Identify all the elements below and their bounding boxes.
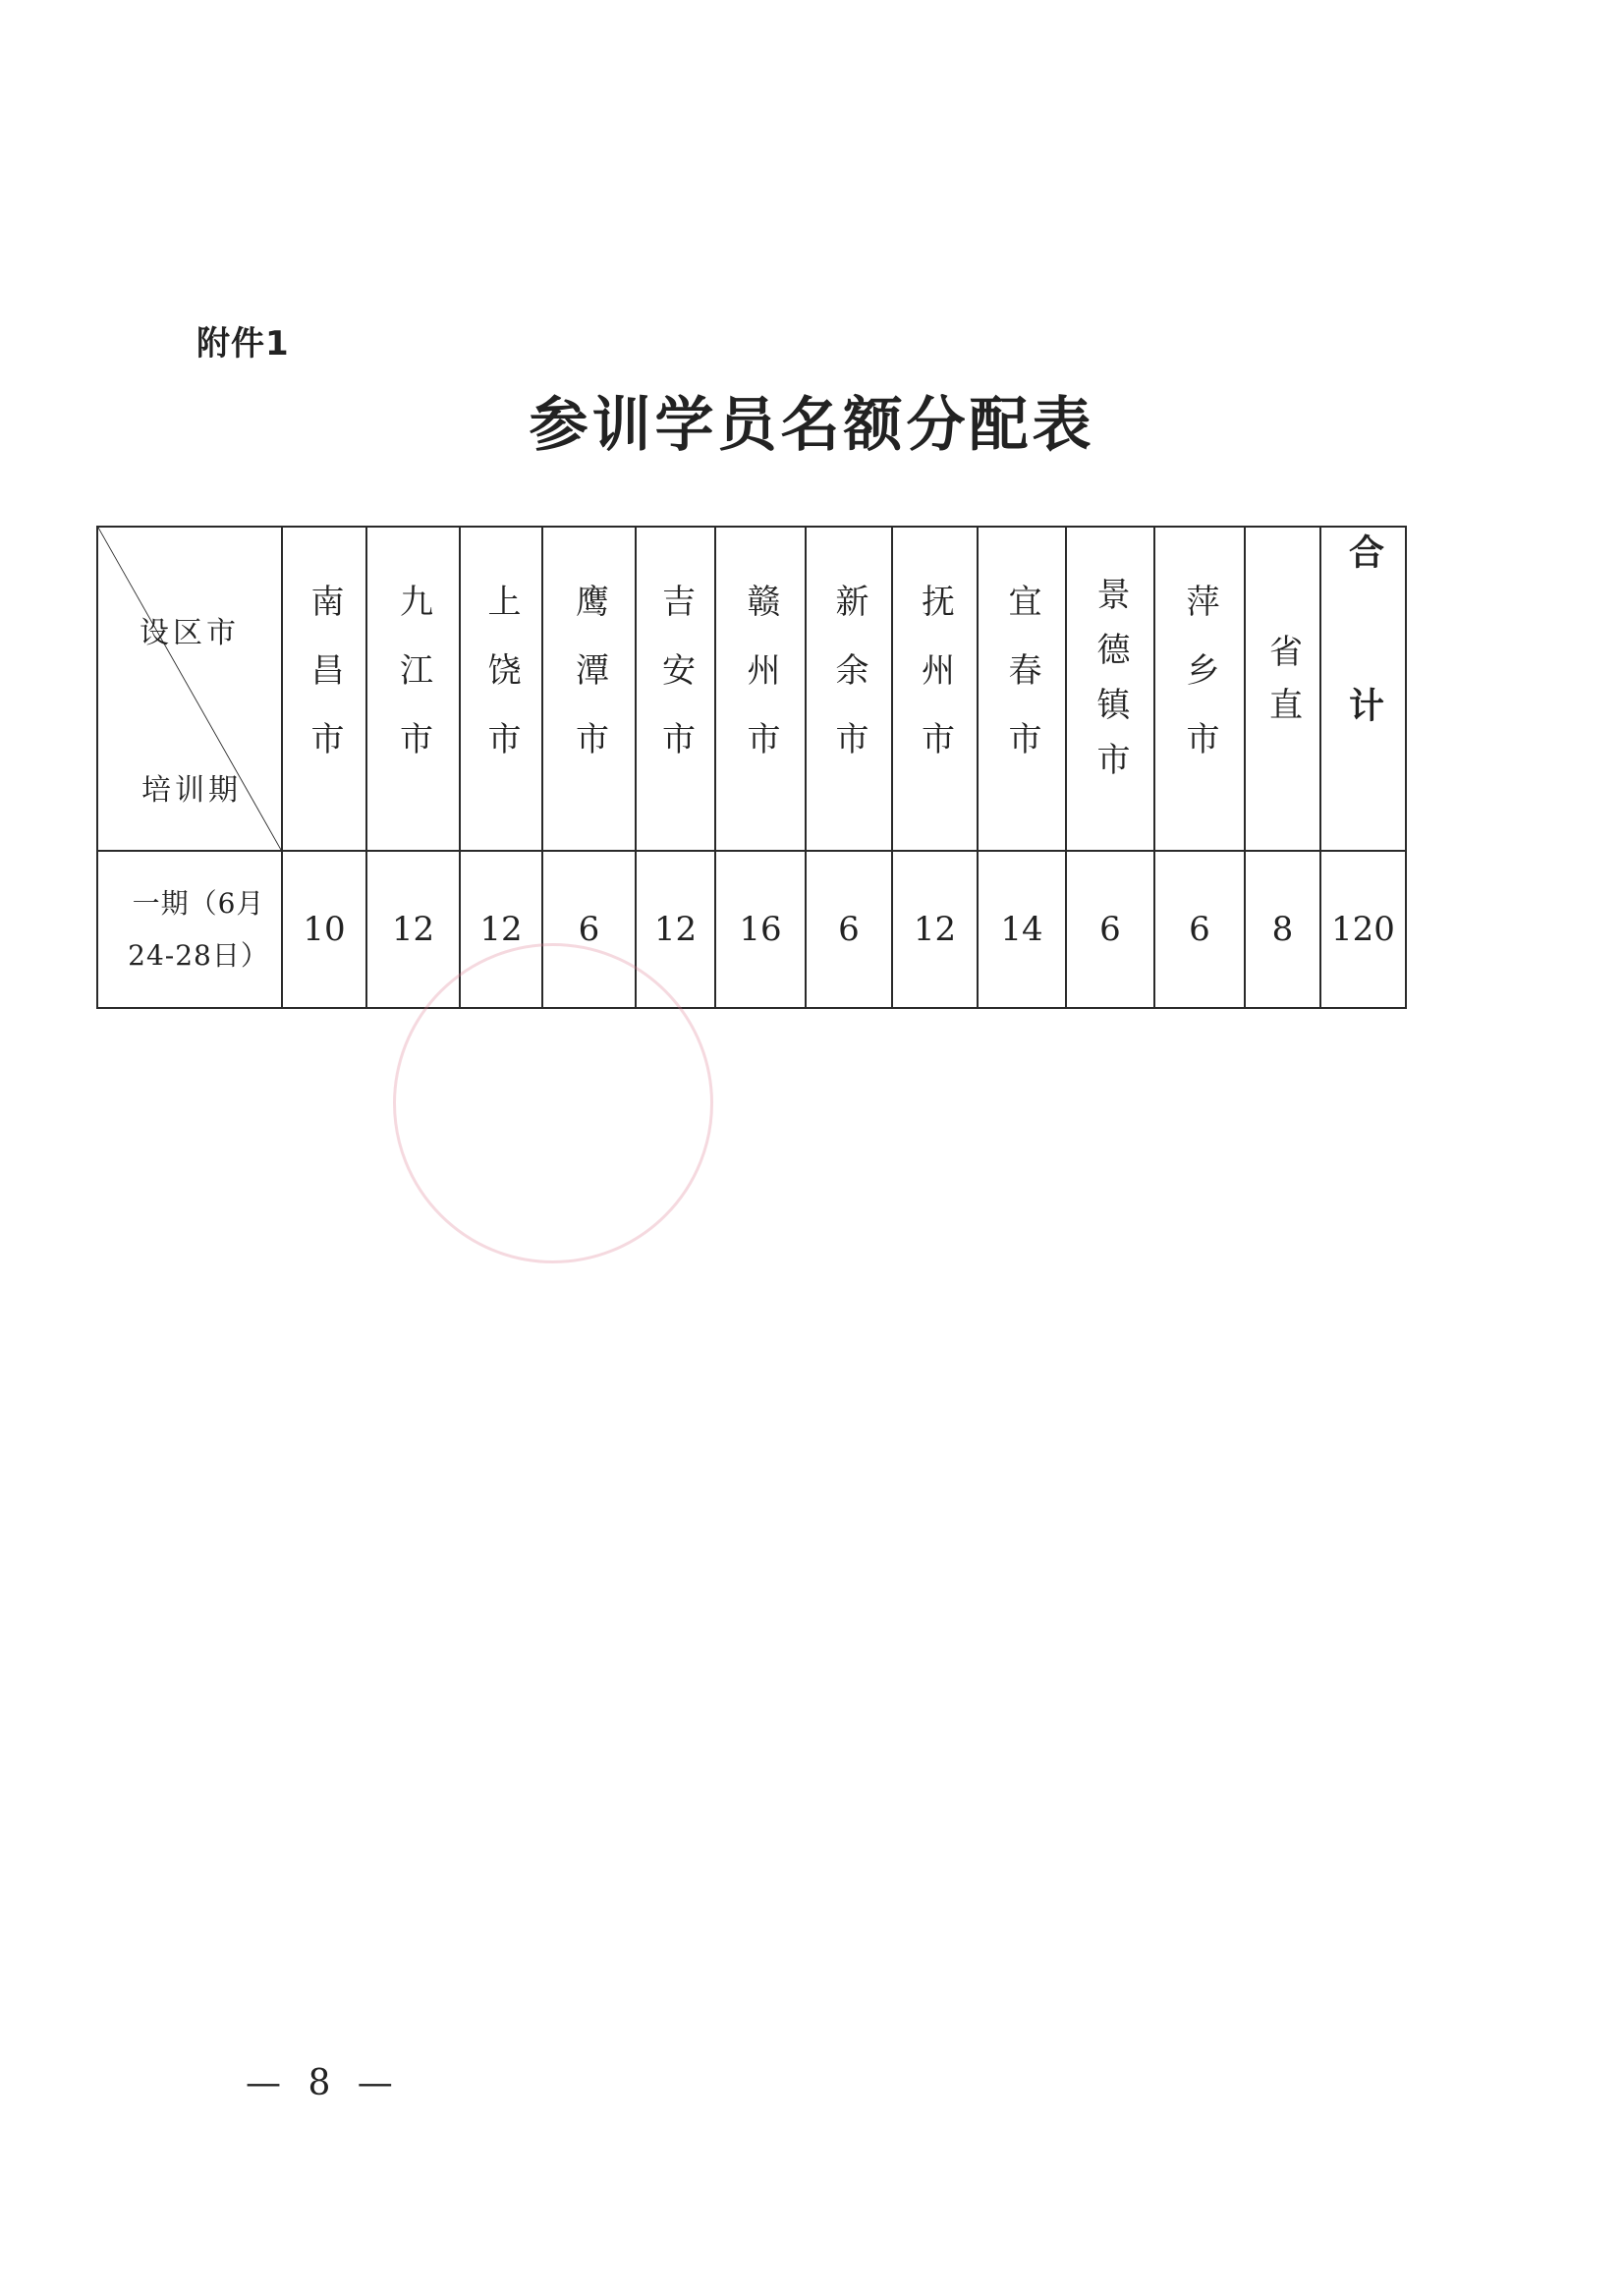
- column-header: 萍乡市: [1154, 527, 1245, 851]
- page-number: — 8 —: [246, 2063, 401, 2103]
- column-header: 鹰潭市: [542, 527, 636, 851]
- page-title: 参训学员名额分配表: [529, 391, 1095, 460]
- table-header-row: [97, 527, 1406, 851]
- table-row: [97, 851, 1406, 1008]
- table-cell: 12: [892, 851, 978, 1008]
- table-cell: 6: [542, 851, 636, 1008]
- table-cell: 12: [366, 851, 460, 1008]
- corner-label-region: 设区市: [140, 616, 240, 650]
- column-header: 上饶市: [460, 527, 542, 851]
- table-cell: 6: [806, 851, 892, 1008]
- table-cell: 14: [978, 851, 1066, 1008]
- corner-header-cell: [97, 527, 282, 851]
- period-line: 24-28日）: [128, 939, 269, 972]
- table-cell: 12: [460, 851, 542, 1008]
- column-header: 景德镇市: [1066, 527, 1154, 851]
- table-cell: 6: [1066, 851, 1154, 1008]
- column-header: 抚州市: [892, 527, 978, 851]
- column-header: 宜春市: [978, 527, 1066, 851]
- quota-allocation-table: [96, 526, 1407, 1009]
- table-cell: 16: [715, 851, 806, 1008]
- period-line: 一期（6月: [132, 886, 265, 920]
- column-header: 赣州市: [715, 527, 806, 851]
- attachment-label: 附件1: [196, 324, 290, 364]
- column-header: 南昌市: [282, 527, 366, 851]
- period-cell: [97, 851, 282, 1008]
- column-header: 吉安市: [636, 527, 715, 851]
- table-cell: 10: [282, 851, 366, 1008]
- table-cell-total: 120: [1320, 851, 1406, 1008]
- column-header-total: 合计: [1320, 527, 1406, 851]
- column-header: 新余市: [806, 527, 892, 851]
- column-header: 九江市: [366, 527, 460, 851]
- corner-label-period: 培训期: [141, 773, 242, 808]
- column-header: 省直: [1245, 527, 1320, 851]
- table-cell: 8: [1245, 851, 1320, 1008]
- table-cell: 6: [1154, 851, 1245, 1008]
- table-cell: 12: [636, 851, 715, 1008]
